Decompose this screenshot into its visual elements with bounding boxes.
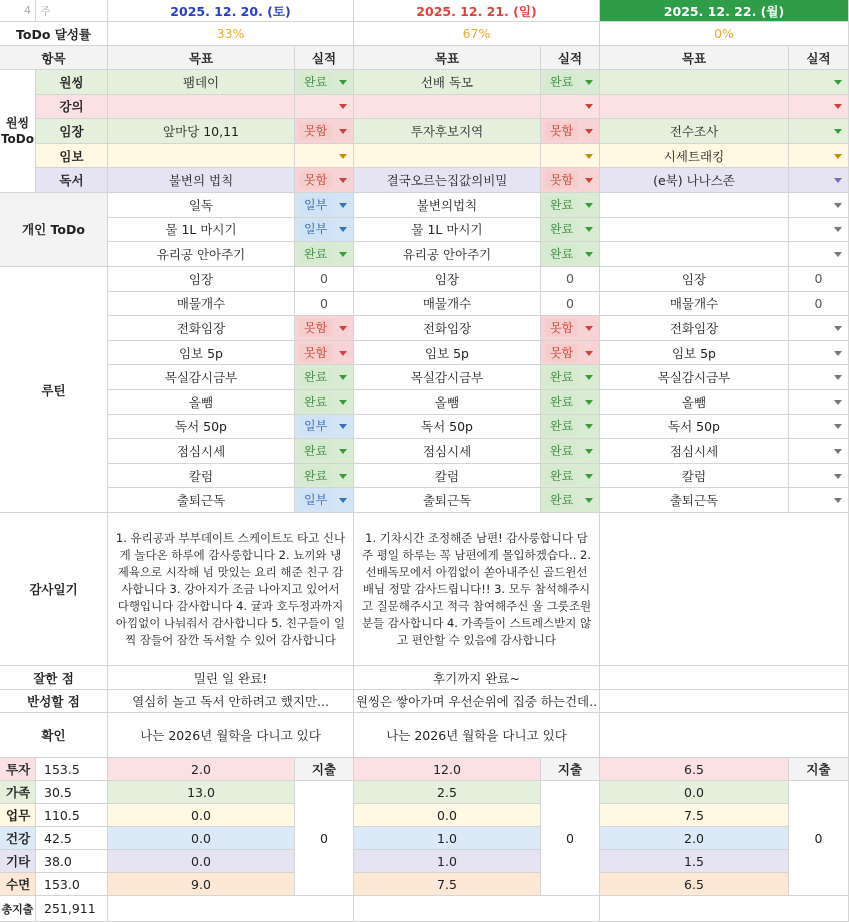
category-day-value: 0.0: [108, 804, 295, 827]
result-dropdown[interactable]: [789, 488, 849, 513]
routine-goal-cell: 출퇴근독: [600, 488, 789, 513]
dropdown-arrow-icon[interactable]: [585, 351, 593, 356]
date-header-0: 2025. 12. 20. (토): [108, 0, 354, 22]
category-day-value: 13.0: [108, 781, 295, 804]
routine-count-cell: 0: [295, 267, 354, 292]
personal-todo-label: 개인 ToDo: [0, 193, 108, 267]
dropdown-arrow-icon[interactable]: [339, 326, 347, 331]
result-dropdown[interactable]: [541, 218, 600, 243]
routine-goal-cell: 임보 5p: [600, 341, 789, 366]
week-number: 4: [0, 0, 36, 22]
result-dropdown[interactable]: [541, 168, 600, 193]
wonssing-row-label: 임장: [36, 119, 108, 144]
status-chip: 완료: [299, 393, 332, 411]
routine-goal-cell: 임장: [354, 267, 541, 292]
status-chip: [793, 475, 803, 477]
expense-value[interactable]: 0: [789, 781, 849, 896]
goal-cell: [354, 95, 541, 120]
result-dropdown[interactable]: [789, 193, 849, 218]
result-dropdown[interactable]: [789, 464, 849, 489]
routine-goal-cell: 점심시세: [600, 439, 789, 464]
status-chip: 못함: [545, 171, 578, 189]
routine-goal-cell: 임장: [108, 267, 295, 292]
routine-goal-cell: 전화임장: [600, 316, 789, 341]
status-chip: 못함: [299, 171, 332, 189]
routine-goal-cell: 전화임장: [354, 316, 541, 341]
dropdown-arrow-icon[interactable]: [585, 104, 593, 109]
routine-goal-cell: 올뺌: [600, 390, 789, 415]
dropdown-arrow-icon[interactable]: [339, 252, 347, 257]
routine-goal-cell: 임보 5p: [108, 341, 295, 366]
dropdown-arrow-icon[interactable]: [339, 449, 347, 454]
category-day-value: 2.5: [354, 781, 541, 804]
dropdown-arrow-icon[interactable]: [585, 154, 593, 159]
col-result-header: 실적: [295, 46, 354, 70]
status-chip: 완료: [545, 220, 578, 238]
goal-cell: 유리공 안아주기: [108, 242, 295, 267]
status-chip: [793, 155, 803, 157]
status-chip: 못함: [299, 122, 332, 140]
date-header-2: 2025. 12. 22. (월): [600, 0, 849, 22]
category-total: 30.5: [36, 781, 108, 804]
routine-goal-cell: 매물개수: [354, 292, 541, 317]
routine-goal-cell: 올뺌: [108, 390, 295, 415]
status-chip: 완료: [545, 73, 578, 91]
result-dropdown[interactable]: [295, 439, 354, 464]
status-chip: 완료: [299, 442, 332, 460]
result-dropdown[interactable]: [295, 415, 354, 440]
result-dropdown[interactable]: [295, 70, 354, 95]
expense-label: 지출: [295, 758, 354, 781]
category-day-value: 7.5: [600, 804, 789, 827]
empty-cell: [600, 896, 849, 922]
dropdown-arrow-icon[interactable]: [339, 498, 347, 503]
reflect-label: 반성할 점: [0, 690, 108, 713]
routine-goal-cell: 점심시세: [108, 439, 295, 464]
dropdown-arrow-icon[interactable]: [834, 80, 842, 85]
dropdown-arrow-icon[interactable]: [339, 104, 347, 109]
goal-cell: [354, 144, 541, 169]
dropdown-arrow-icon[interactable]: [339, 80, 347, 85]
result-dropdown[interactable]: [789, 70, 849, 95]
status-chip: [793, 450, 803, 452]
status-chip: 일부: [299, 491, 332, 509]
status-chip: [545, 105, 555, 107]
dropdown-arrow-icon[interactable]: [339, 203, 347, 208]
gratitude-label: 감사일기: [0, 513, 108, 666]
goal-cell: [600, 242, 789, 267]
dropdown-arrow-icon[interactable]: [339, 351, 347, 356]
col-item-header: 항목: [0, 46, 108, 70]
expense-value[interactable]: 0: [541, 781, 600, 896]
wonssing-row-label: 독서: [36, 168, 108, 193]
status-chip: 완료: [299, 73, 332, 91]
dropdown-arrow-icon[interactable]: [834, 104, 842, 109]
result-dropdown[interactable]: [541, 193, 600, 218]
result-dropdown[interactable]: [789, 218, 849, 243]
dropdown-arrow-icon[interactable]: [585, 375, 593, 380]
confirm-value[interactable]: [600, 713, 849, 758]
col-result-header: 실적: [789, 46, 849, 70]
dropdown-arrow-icon[interactable]: [339, 129, 347, 134]
routine-count-cell: 0: [789, 267, 849, 292]
dropdown-arrow-icon[interactable]: [339, 154, 347, 159]
gratitude-entry[interactable]: 1. 기차시간 조정해준 남편! 감사룽합니다 담주 평일 하루는 꼭 남편에게 몰입하겠습다.. 2. 선배독모에서 아낌없이 쏟아내주신 골드윈선배님 정말 감사드립니다!! 3. 모두 참석해주시고 질문해주시고 적극 참여해주신 울 그룻조원분들 감사합니다 4. 가족들이 스트레스받지 않고 편안할 수 있음에 감사합니다: [354, 513, 600, 666]
result-dropdown[interactable]: [541, 439, 600, 464]
result-dropdown[interactable]: [295, 242, 354, 267]
routine-goal-cell: 매물개수: [600, 292, 789, 317]
rate-label: ToDo 달성률: [0, 22, 108, 46]
category-day-value: 9.0: [108, 873, 295, 896]
routine-goal-cell: 임장: [600, 267, 789, 292]
result-dropdown[interactable]: [789, 439, 849, 464]
dropdown-arrow-icon[interactable]: [585, 326, 593, 331]
goal-cell: 결국오르는집값의비밀: [354, 168, 541, 193]
routine-goal-cell: 칼럼: [600, 464, 789, 489]
category-total: 110.5: [36, 804, 108, 827]
category-day-value: 1.0: [354, 850, 541, 873]
category-name: 투자: [0, 758, 36, 781]
goal-cell: 유리공 안아주기: [354, 242, 541, 267]
category-day-value: 1.5: [600, 850, 789, 873]
routine-goal-cell: 출퇴근독: [354, 488, 541, 513]
status-chip: 못함: [545, 319, 578, 337]
goal-cell: 물 1L 마시기: [108, 218, 295, 243]
dropdown-arrow-icon[interactable]: [585, 178, 593, 183]
rate-value: 0%: [600, 22, 849, 46]
category-day-value: 0.0: [108, 850, 295, 873]
goal-cell: 불변의 법칙: [108, 168, 295, 193]
dropdown-arrow-icon[interactable]: [834, 375, 842, 380]
status-chip: [793, 425, 803, 427]
result-dropdown[interactable]: [541, 316, 600, 341]
routine-goal-cell: 전화임장: [108, 316, 295, 341]
result-dropdown[interactable]: [295, 365, 354, 390]
status-chip: [793, 130, 803, 132]
routine-goal-cell: 임보 5p: [354, 341, 541, 366]
wonssing-group-label: 원씽 ToDo: [0, 70, 36, 193]
status-chip: [793, 228, 803, 230]
routine-goal-cell: 목실감시금부: [108, 365, 295, 390]
status-chip: [793, 401, 803, 403]
dropdown-arrow-icon[interactable]: [834, 498, 842, 503]
dropdown-arrow-icon[interactable]: [585, 252, 593, 257]
status-chip: [793, 105, 803, 107]
status-chip: [793, 327, 803, 329]
goal-cell: [600, 70, 789, 95]
status-chip: [793, 253, 803, 255]
routine-count-cell: 0: [789, 292, 849, 317]
status-chip: 일부: [299, 220, 332, 238]
status-chip: 완료: [545, 368, 578, 386]
goal-cell: 투자후보지역: [354, 119, 541, 144]
dropdown-arrow-icon[interactable]: [834, 252, 842, 257]
result-dropdown[interactable]: [789, 365, 849, 390]
status-chip: 못함: [545, 344, 578, 362]
routine-count-cell: 0: [541, 292, 600, 317]
category-day-value: 6.5: [600, 758, 789, 781]
routine-goal-cell: 점심시세: [354, 439, 541, 464]
status-chip: [793, 179, 803, 181]
reflect-value[interactable]: 원씽은 쌓아가며 우선순위에 집중 하는건데..: [354, 690, 600, 713]
status-chip: [299, 155, 309, 157]
result-dropdown[interactable]: [541, 415, 600, 440]
result-dropdown[interactable]: [295, 341, 354, 366]
category-total: 38.0: [36, 850, 108, 873]
reflect-value[interactable]: [600, 690, 849, 713]
date-header-1: 2025. 12. 21. (일): [354, 0, 600, 22]
empty-cell: [108, 896, 354, 922]
result-dropdown[interactable]: [541, 242, 600, 267]
dropdown-arrow-icon[interactable]: [834, 424, 842, 429]
goal-cell: 일독: [108, 193, 295, 218]
result-dropdown[interactable]: [789, 415, 849, 440]
status-chip: 완료: [299, 467, 332, 485]
grand-total-value: 251,911: [36, 896, 108, 922]
category-name: 기타: [0, 850, 36, 873]
result-dropdown[interactable]: [541, 390, 600, 415]
result-dropdown[interactable]: [295, 316, 354, 341]
result-dropdown[interactable]: [295, 144, 354, 169]
status-chip: 완료: [545, 491, 578, 509]
week-unit: 주: [36, 0, 108, 22]
status-chip: 완료: [545, 393, 578, 411]
goal-cell: 선배 독모: [354, 70, 541, 95]
goal-cell: [108, 95, 295, 120]
status-chip: 완료: [545, 196, 578, 214]
result-dropdown[interactable]: [295, 119, 354, 144]
dropdown-arrow-icon[interactable]: [834, 474, 842, 479]
goal-cell: (e북) 나나스존: [600, 168, 789, 193]
col-result-header: 실적: [541, 46, 600, 70]
result-dropdown[interactable]: [295, 464, 354, 489]
result-dropdown[interactable]: [295, 218, 354, 243]
category-day-value: 1.0: [354, 827, 541, 850]
status-chip: [545, 155, 555, 157]
col-goal-header: 목표: [108, 46, 295, 70]
routine-goal-cell: 출퇴근독: [108, 488, 295, 513]
col-goal-header: 목표: [354, 46, 541, 70]
category-day-value: 0.0: [600, 781, 789, 804]
status-chip: [299, 105, 309, 107]
result-dropdown[interactable]: [789, 95, 849, 120]
routine-goal-cell: 독서 50p: [108, 415, 295, 440]
result-dropdown[interactable]: [295, 168, 354, 193]
dropdown-arrow-icon[interactable]: [834, 154, 842, 159]
category-name: 수면: [0, 873, 36, 896]
result-dropdown[interactable]: [541, 70, 600, 95]
status-chip: 못함: [545, 122, 578, 140]
dropdown-arrow-icon[interactable]: [834, 351, 842, 356]
status-chip: 완료: [545, 417, 578, 435]
confirm-value[interactable]: 나는 2026년 월학을 다니고 있다: [354, 713, 600, 758]
dropdown-arrow-icon[interactable]: [339, 375, 347, 380]
category-day-value: 12.0: [354, 758, 541, 781]
dropdown-arrow-icon[interactable]: [585, 203, 593, 208]
routine-goal-cell: 칼럼: [354, 464, 541, 489]
category-total: 153.0: [36, 873, 108, 896]
status-chip: 완료: [545, 467, 578, 485]
reflect-value[interactable]: 열심히 놀고 독서 안하려고 했지만...: [108, 690, 354, 713]
dropdown-arrow-icon[interactable]: [585, 227, 593, 232]
result-dropdown[interactable]: [789, 168, 849, 193]
wonssing-row-label: 강의: [36, 95, 108, 120]
good-value[interactable]: [600, 666, 849, 690]
status-chip: 일부: [299, 196, 332, 214]
status-chip: 완료: [545, 245, 578, 263]
category-day-value: 6.5: [600, 873, 789, 896]
dropdown-arrow-icon[interactable]: [585, 474, 593, 479]
dropdown-arrow-icon[interactable]: [585, 80, 593, 85]
dropdown-arrow-icon[interactable]: [585, 449, 593, 454]
routine-goal-cell: 칼럼: [108, 464, 295, 489]
result-dropdown[interactable]: [295, 390, 354, 415]
dropdown-arrow-icon[interactable]: [339, 178, 347, 183]
dropdown-arrow-icon[interactable]: [834, 227, 842, 232]
rate-value: 33%: [108, 22, 354, 46]
goal-cell: 시세트래킹: [600, 144, 789, 169]
dropdown-arrow-icon[interactable]: [339, 400, 347, 405]
status-chip: [793, 352, 803, 354]
goal-cell: [600, 193, 789, 218]
result-dropdown[interactable]: [295, 193, 354, 218]
result-dropdown[interactable]: [789, 316, 849, 341]
goal-cell: 물 1L 마시기: [354, 218, 541, 243]
routine-label: 루틴: [0, 267, 108, 513]
goal-cell: [600, 95, 789, 120]
expense-value[interactable]: 0: [295, 781, 354, 896]
dropdown-arrow-icon[interactable]: [585, 498, 593, 503]
status-chip: 완료: [299, 245, 332, 263]
status-chip: 못함: [299, 319, 332, 337]
status-chip: [793, 376, 803, 378]
routine-goal-cell: 매물개수: [108, 292, 295, 317]
routine-goal-cell: 올뺌: [354, 390, 541, 415]
routine-goal-cell: 목실감시금부: [600, 365, 789, 390]
good-label: 잘한 점: [0, 666, 108, 690]
routine-count-cell: 0: [541, 267, 600, 292]
result-dropdown[interactable]: [789, 119, 849, 144]
result-dropdown[interactable]: [541, 144, 600, 169]
col-goal-header: 목표: [600, 46, 789, 70]
result-dropdown[interactable]: [295, 488, 354, 513]
routine-goal-cell: 목실감시금부: [354, 365, 541, 390]
status-chip: 완료: [545, 442, 578, 460]
status-chip: 일부: [299, 417, 332, 435]
confirm-value[interactable]: 나는 2026년 월학을 다니고 있다: [108, 713, 354, 758]
status-chip: 완료: [299, 368, 332, 386]
dropdown-arrow-icon[interactable]: [339, 474, 347, 479]
result-dropdown[interactable]: [541, 119, 600, 144]
dropdown-arrow-icon[interactable]: [585, 129, 593, 134]
status-chip: 못함: [299, 344, 332, 362]
gratitude-entry[interactable]: [600, 513, 849, 666]
goal-cell: 앞마당 10,11: [108, 119, 295, 144]
dropdown-arrow-icon[interactable]: [834, 203, 842, 208]
result-dropdown[interactable]: [295, 95, 354, 120]
category-total: 153.5: [36, 758, 108, 781]
gratitude-entry[interactable]: 1. 유리공과 부부데이트 스케이트도 타고 신나게 놀다온 하루에 감사룽합니다 2. 뇨끼와 냉제육으로 시작해 넘 맛있는 요리 해준 친구 감사합니다 3. 강아지가 조금 나아지고 있어서 다행입니다 감사합니다 4. 귤과 호두정과까지 아낌없이 나눠줘서 감사합니다 5. 친구들이 일찍 잠들어 잠깐 독서할 수 있어 감사합니다: [108, 513, 354, 666]
result-dropdown[interactable]: [789, 390, 849, 415]
confirm-label: 확인: [0, 713, 108, 758]
category-name: 가족: [0, 781, 36, 804]
category-day-value: 2.0: [108, 758, 295, 781]
goal-cell: [108, 144, 295, 169]
goal-cell: 전수조사: [600, 119, 789, 144]
dropdown-arrow-icon[interactable]: [585, 424, 593, 429]
category-day-value: 7.5: [354, 873, 541, 896]
dropdown-arrow-icon[interactable]: [834, 129, 842, 134]
result-dropdown[interactable]: [789, 144, 849, 169]
empty-cell: [354, 896, 600, 922]
grand-total-label: 총지출: [0, 896, 36, 922]
result-dropdown[interactable]: [541, 341, 600, 366]
rate-value: 67%: [354, 22, 600, 46]
routine-goal-cell: 독서 50p: [354, 415, 541, 440]
good-value[interactable]: 밀린 일 완료!: [108, 666, 354, 690]
category-day-value: 0.0: [108, 827, 295, 850]
dropdown-arrow-icon[interactable]: [834, 400, 842, 405]
status-chip: [793, 81, 803, 83]
dropdown-arrow-icon[interactable]: [339, 424, 347, 429]
status-chip: [793, 499, 803, 501]
wonssing-row-label: 임보: [36, 144, 108, 169]
goal-cell: 불변의법칙: [354, 193, 541, 218]
result-dropdown[interactable]: [789, 341, 849, 366]
result-dropdown[interactable]: [541, 488, 600, 513]
routine-count-cell: 0: [295, 292, 354, 317]
category-day-value: 2.0: [600, 827, 789, 850]
dropdown-arrow-icon[interactable]: [834, 449, 842, 454]
expense-label: 지출: [789, 758, 849, 781]
goal-cell: 팸데이: [108, 70, 295, 95]
result-dropdown[interactable]: [541, 95, 600, 120]
dropdown-arrow-icon[interactable]: [834, 178, 842, 183]
category-day-value: 0.0: [354, 804, 541, 827]
category-total: 42.5: [36, 827, 108, 850]
result-dropdown[interactable]: [789, 242, 849, 267]
goal-cell: [600, 218, 789, 243]
routine-goal-cell: 독서 50p: [600, 415, 789, 440]
status-chip: [793, 204, 803, 206]
dropdown-arrow-icon[interactable]: [585, 400, 593, 405]
result-dropdown[interactable]: [541, 365, 600, 390]
good-value[interactable]: 후기까지 완료~: [354, 666, 600, 690]
expense-label: 지출: [541, 758, 600, 781]
dropdown-arrow-icon[interactable]: [339, 227, 347, 232]
wonssing-row-label: 원씽: [36, 70, 108, 95]
category-name: 건강: [0, 827, 36, 850]
category-name: 업무: [0, 804, 36, 827]
result-dropdown[interactable]: [541, 464, 600, 489]
dropdown-arrow-icon[interactable]: [834, 326, 842, 331]
